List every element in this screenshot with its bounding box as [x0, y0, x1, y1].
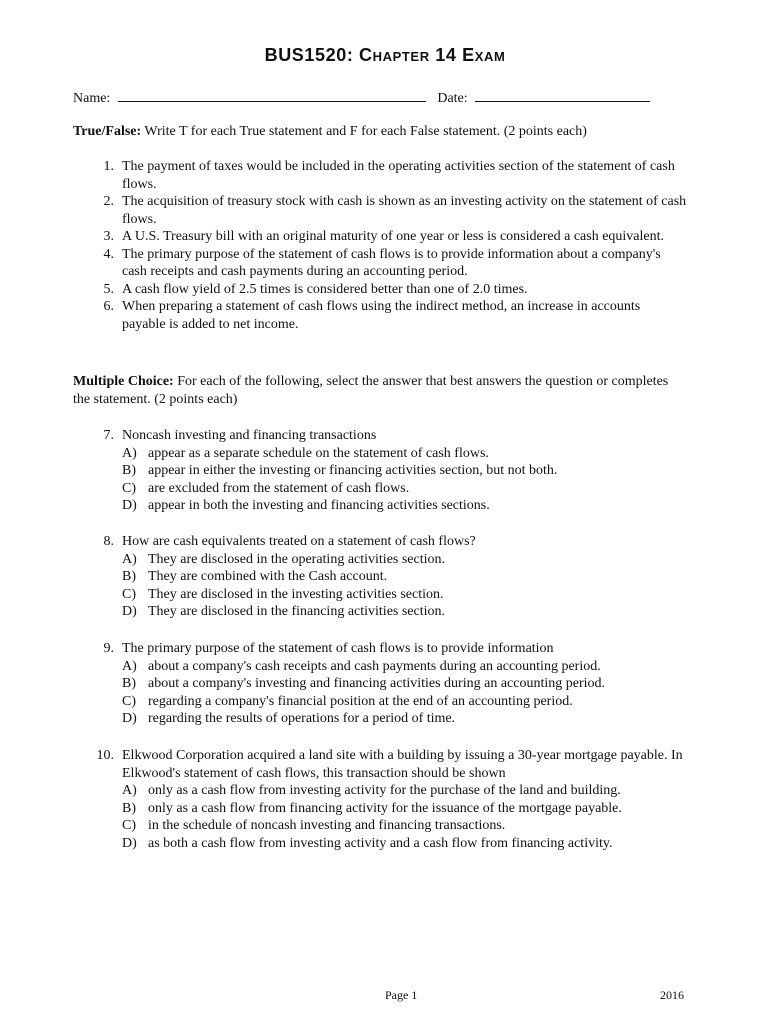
option-text: regarding a company's financial position at the end of an accounting period. — [148, 693, 573, 709]
option-text: regarding the results of operations for a period of time. — [148, 711, 456, 726]
mc-question-7 — [0, 427, 687, 515]
option-letter: A) — [122, 551, 137, 567]
option-c — [122, 817, 687, 835]
true-false-text: Write T for each True statement and F for each False statement. (2 points each) — [144, 124, 587, 139]
tf-question-3 — [0, 228, 687, 246]
option-text: They are disclosed in the financing activities section. — [148, 604, 446, 619]
question-text: When preparing a statement of cash flows using the indirect method, an increase in accounts payable is added to net income. — [122, 299, 641, 332]
question-text: Elkwood Corporation acquired a land site with a building by issuing a 30-year mortgage payable. In Elkwood's statement of cash flows, this transaction should be shown — [122, 748, 683, 781]
option-d — [122, 603, 687, 621]
exam-title: BUS1520: Chapter 14 Exam — [264, 45, 506, 65]
question-item — [0, 533, 687, 621]
option-c — [122, 693, 687, 711]
question-number: 7. — [103, 428, 114, 443]
question-text: The primary purpose of the statement of cash flows is to provide information — [122, 641, 554, 656]
question-number: 4. — [103, 246, 114, 262]
date-blank[interactable] — [475, 88, 650, 102]
mc-question-10 — [0, 747, 687, 852]
option-b — [122, 462, 687, 480]
name-date-row — [73, 88, 650, 108]
date-label: Date: — [437, 91, 468, 106]
multiple-choice-heading: Multiple Choice: — [73, 374, 174, 389]
option-a — [122, 782, 687, 800]
tf-question-6 — [0, 298, 687, 333]
option-letter: B) — [122, 676, 136, 691]
option-c — [122, 586, 687, 604]
question-text: How are cash equivalents treated on a statement of cash flows? — [122, 534, 476, 549]
option-letter: B) — [122, 569, 136, 584]
option-letter: B) — [122, 800, 136, 816]
option-text: are excluded from the statement of cash flows. — [148, 480, 410, 496]
option-text: They are disclosed in the operating activities section. — [148, 551, 446, 567]
option-letter: D) — [122, 498, 137, 513]
true-false-instructions — [73, 123, 683, 141]
option-text: in the schedule of noncash investing and financing transactions. — [148, 818, 506, 833]
question-number: 8. — [103, 534, 114, 549]
question-item — [0, 427, 687, 515]
name-label: Name: — [73, 91, 111, 106]
tf-question-4 — [0, 246, 687, 281]
option-text: They are combined with the Cash account. — [148, 569, 388, 584]
option-letter: A) — [122, 783, 137, 798]
mc-question-8 — [0, 533, 687, 621]
option-b — [122, 568, 687, 586]
option-a — [122, 551, 687, 569]
option-letter: D) — [122, 711, 137, 726]
option-text: only as a cash flow from investing activity for the purchase of the land and building. — [148, 783, 621, 798]
option-letter: D) — [122, 604, 137, 619]
tf-question-5 — [0, 281, 687, 299]
option-text: appear in both the investing and financing activities sections. — [148, 498, 490, 513]
option-d — [122, 710, 687, 728]
option-a — [122, 445, 687, 463]
multiple-choice-instructions — [73, 373, 683, 408]
question-number: 5. — [103, 281, 114, 297]
name-blank[interactable] — [118, 88, 426, 102]
option-letter: C) — [122, 693, 136, 709]
question-number: 3. — [103, 229, 114, 244]
question-item — [0, 640, 687, 728]
option-b — [122, 675, 687, 693]
option-letter: B) — [122, 463, 136, 478]
option-text: only as a cash flow from financing activity for the issuance of the mortgage payable. — [148, 800, 622, 816]
option-text: about a company's cash receipts and cash payments during an accounting period. — [148, 658, 601, 674]
true-false-heading: True/False: — [73, 124, 142, 139]
mc-question-9 — [0, 640, 687, 728]
option-letter: A) — [122, 445, 137, 461]
tf-question-2 — [0, 193, 687, 228]
page-number: Page 1 — [385, 988, 418, 1002]
option-d — [122, 497, 687, 515]
tf-question-1 — [0, 158, 687, 193]
question-item — [0, 747, 687, 852]
option-d — [122, 835, 687, 853]
option-letter: C) — [122, 818, 136, 833]
question-number: 10. — [96, 748, 114, 763]
question-text: A U.S. Treasury bill with an original maturity of one year or less is considered a cash equivalent. — [122, 229, 665, 244]
question-text: A cash flow yield of 2.5 times is considered better than one of 2.0 times. — [122, 281, 528, 297]
option-text: They are disclosed in the investing activities section. — [148, 586, 444, 602]
question-text: Noncash investing and financing transactions — [122, 428, 377, 443]
question-text: The acquisition of treasury stock with cash is shown as an investing activity on the statement of cash flows. — [122, 194, 687, 227]
question-number: 6. — [103, 299, 114, 314]
option-a — [122, 658, 687, 676]
question-text: The primary purpose of the statement of cash flows is to provide information about a company's cash receipts and cash payments during an accounting period. — [122, 246, 661, 279]
option-text: appear as a separate schedule on the statement of cash flows. — [148, 445, 489, 461]
option-letter: D) — [122, 835, 137, 851]
question-number: 9. — [103, 641, 114, 656]
option-letter: C) — [122, 480, 136, 496]
question-number: 2. — [103, 194, 114, 209]
question-number: 1. — [103, 159, 114, 174]
multiple-choice-text: For each of the following, select the answer that best answers the question or completes the statement. (2 points each) — [73, 374, 669, 407]
option-text: as both a cash flow from investing activity and a cash flow from financing activity. — [148, 835, 613, 851]
footer-year: 2016 — [660, 988, 684, 1002]
question-text: The payment of taxes would be included in the operating activities section of the statement of cash flows. — [122, 159, 675, 192]
option-letter: A) — [122, 658, 137, 674]
option-text: about a company's investing and financing activities during an accounting period. — [148, 676, 606, 691]
option-b — [122, 800, 687, 818]
true-false-list — [0, 158, 687, 333]
option-letter: C) — [122, 586, 136, 602]
option-c — [122, 480, 687, 498]
option-text: appear in either the investing or financing activities section, but not both. — [148, 463, 558, 478]
